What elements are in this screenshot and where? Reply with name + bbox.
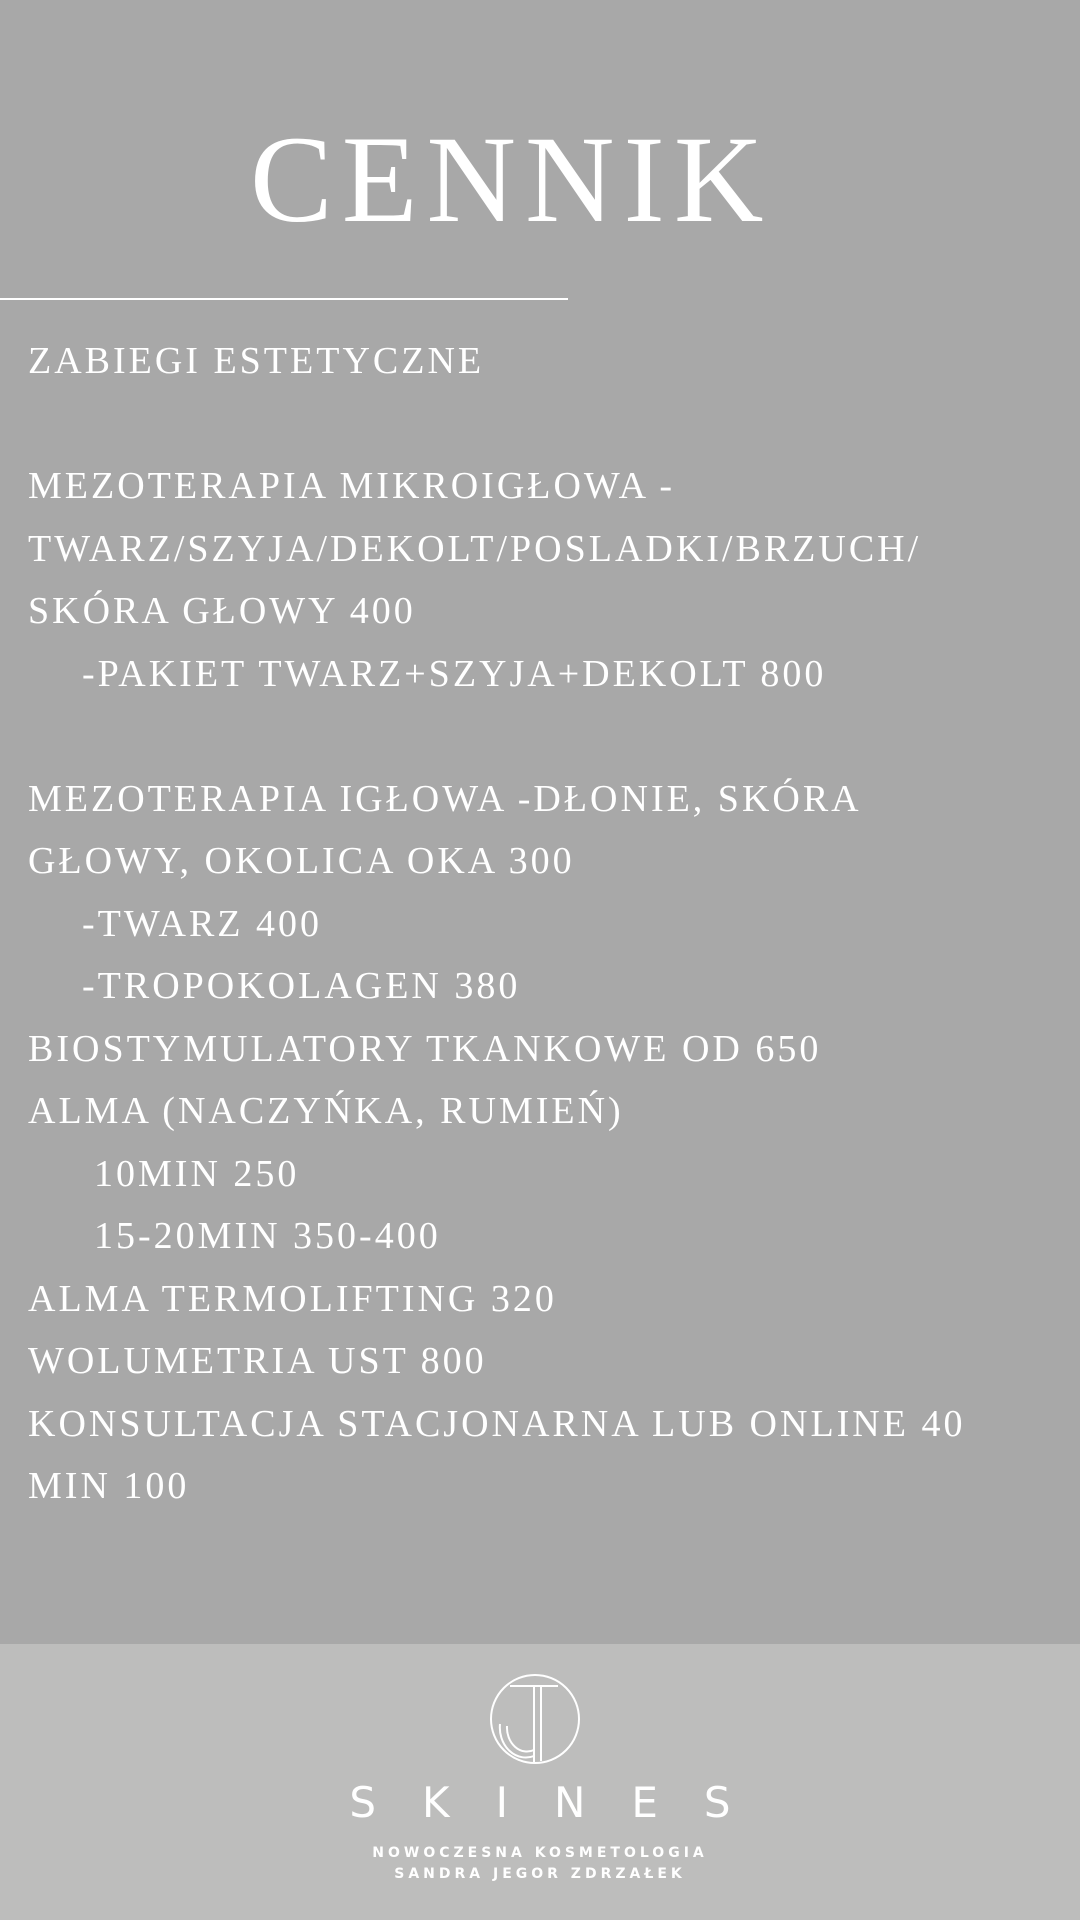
price-item: TWARZ/SZYJA/DEKOLT/POSLADKI/BRZUCH/ [28,527,922,570]
section-title: ZABIEGI ESTETYCZNE [28,340,485,382]
price-item: GŁOWY, OKOLICA OKA 300 [28,840,575,882]
price-item: MEZOTERAPIA MIKROIGŁOWA - [28,465,676,507]
skines-monogram-icon [488,1672,582,1766]
price-item: MIN 100 [28,1465,190,1507]
brand-owner: SANDRA JEGOR ZDRZAŁEK [394,1866,686,1882]
price-item: ALMA (NACZYŃKA, RUMIEŃ) [28,1090,624,1132]
price-item: -TROPOKOLAGEN 380 [82,965,521,1007]
title-divider [0,298,568,300]
price-item: WOLUMETRIA UST 800 [28,1340,487,1382]
price-item: ALMA TERMOLIFTING 320 [28,1277,557,1320]
page-title: CENNIK [250,111,773,248]
price-item: SKÓRA GŁOWY 400 [28,590,416,632]
brand-tagline: NOWOCZESNA KOSMETOLOGIA [372,1845,708,1861]
list-spacer [28,705,1058,768]
price-item: -PAKIET TWARZ+SZYJA+DEKOLT 800 [82,652,827,695]
price-item: BIOSTYMULATORY TKANKOWE OD 650 [28,1027,822,1070]
price-item: 15-20MIN 350-400 [94,1215,441,1257]
price-list [28,455,1058,1518]
price-item: -TWARZ 400 [82,902,323,945]
brand-name: SKINES [349,1778,777,1827]
price-item: MEZOTERAPIA IGŁOWA -DŁONIE, SKÓRA [28,777,862,820]
price-item: 10MIN 250 [94,1152,300,1195]
price-item: KONSULTACJA STACJONARNA LUB ONLINE 40 [28,1402,966,1445]
